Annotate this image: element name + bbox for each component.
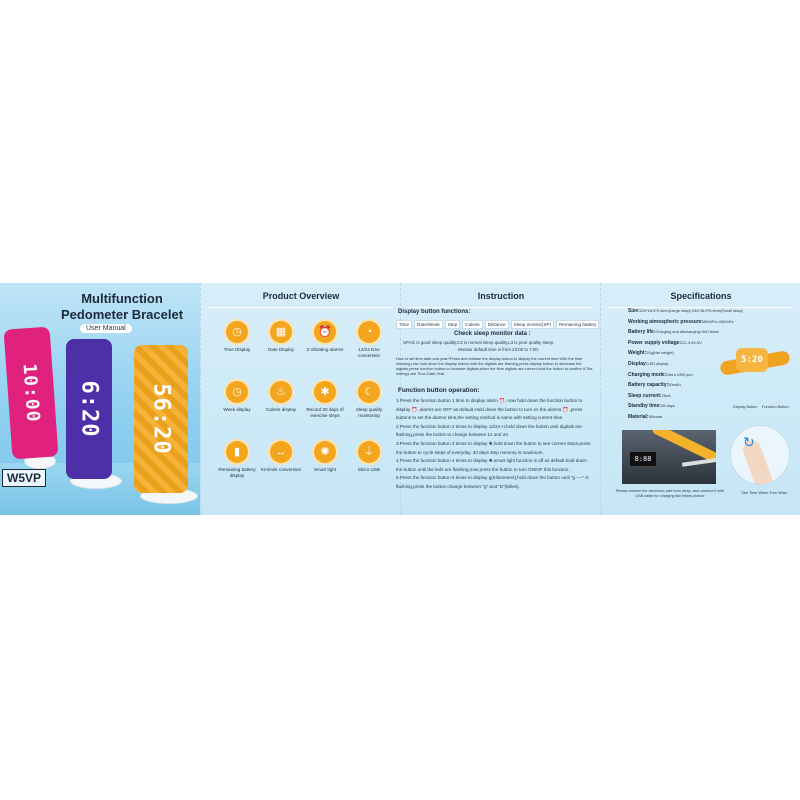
display-function-chip: Calorie [462,320,483,329]
spec-value: DC-4.5V-5V [681,339,702,345]
feature-label: Km/mile conversion [260,467,302,472]
feature-item [347,381,391,441]
spec-value: 224*16.5*9.4mm(Large strap) 244*16.5*9.4mm(Small strap) [639,308,744,313]
feature-label: Time Display [223,347,251,352]
distance-icon: ↔ [270,441,292,463]
sleep-heading: Check sleep monitor data : [454,331,531,337]
feature-item [303,381,347,441]
feature-label: 12/24 time conversion [357,347,381,358]
feature-item [259,441,303,501]
spec-label: Battery capacity: [628,382,669,389]
spec-value: LED display [647,360,669,366]
spec-value: 20g(Net weight) [646,350,674,356]
spec-value: 860hPa-1060hPa [703,318,734,324]
feature-item [215,321,259,381]
spec-label: Battery life: [628,329,656,336]
specifications-title: Specifications [601,291,800,308]
cover-title [52,291,192,323]
display-functions-heading: Display button functions: [398,309,471,315]
overview-title: Product Overview [201,291,401,308]
spec-label: Power supply voltage: [628,339,682,346]
feature-grid [215,321,391,501]
model-number: W5VP [2,469,46,487]
sleep-line-2: Monitor default time is from 23:00 to 7:00. [458,347,540,352]
wristband-screen: 56:20 [148,383,174,455]
alarm-clock-icon: ⏰ [314,321,336,343]
spec-label: Display: [628,360,648,367]
feature-item [347,441,391,501]
spec-row [628,327,798,338]
feature-label: Date Display [267,347,295,352]
feature-label: Micro USB [358,467,380,472]
sleep-line-1: SP.H1 is good sleep quality,C2 is normal sleep quality,L3 is poor quality sleep. [403,340,555,345]
display-function-chip: Date/Week [414,320,443,329]
charging-photo [622,430,716,484]
feature-label: 3 Vibrating alarms [306,347,344,352]
feature-item [259,321,303,381]
spec-row [628,391,798,402]
wristband-illustration [720,340,790,384]
feature-label: Record 30 days of exercise steps [306,407,344,418]
display-function-chip: Time [396,320,412,329]
week-icon: ◷ [226,381,248,403]
feature-item [215,441,259,501]
spec-value: Silicone [648,413,663,419]
display-function-chip: Remaining battery [556,320,599,329]
display-function-chip: Sleep monitor(SP) [511,320,555,329]
calendar-icon: ▦ [270,321,292,343]
moon-icon: ☾ [358,381,380,403]
steps-icon: ✱ [314,381,336,403]
feature-label: Calorie display [265,407,297,412]
spec-row [628,317,798,328]
charging-caption: Please remove the electronic part from strap, and connect it with USB cable for charging like below picture [615,489,725,498]
feature-item [303,441,347,501]
rotate-arrow-icon: ↻ [743,434,755,450]
wristband-face: 5:20 [736,348,768,372]
usb-icon: ⏚ [358,441,380,463]
feature-item [303,321,347,381]
function-step: 2.Press the function button 2 times to display 12/24 H,hold down the button until digitals are flashing,press the button to change between 12 and 24. [396,423,582,438]
function-step: 3.Press the function button 3 times to display ✱,hold down the button to see current steps,press the button to cycle steps of everyday, 30 days step memory is maximum. [396,440,591,455]
feature-item [347,321,391,381]
feature-label: Smart light [314,467,336,472]
spec-label: Material: [628,413,649,420]
spec-label: Working atmospheric pressure: [628,318,704,325]
spec-row [628,412,798,423]
instruction-title: Instruction [401,291,601,308]
user-manual-badge: User Manual [80,324,132,333]
charging-display: 8:88 [630,452,656,466]
function-step: 1.Press the function button 1 time to display alarm ⏰, now hold down the function button to display ⏰ ,alarms are OFF as default.Hold down the button to turn on the alarms ⏰ ,press buttons to set the alarms time,the setting method is same with setting current time. [396,398,583,421]
time-setup-instructions: How to set time,date and year?Press and release the display button to display the current time.With the time showing,now hold down the display button until the digitals are flashing,press display button to decrease the digitals,press function button to increase digitals,when the time digitals are correct,hold the button to confirm it.The settings are Time-Date-Year. [396,356,593,376]
wristband-screen: 10:00 [18,362,44,424]
cover-panel [0,283,200,515]
spec-value: 25uA [661,392,671,398]
spec-label: Sleep current: [628,392,662,399]
turn-wrist-illustration [730,425,790,485]
cover-title-line1: Multifunction [81,291,163,306]
display-functions-chips [396,320,599,329]
wristband-screen: 6:20 [76,380,102,438]
time-conversion-icon: ◔ [358,321,380,343]
function-button-label: Function Button [762,405,789,409]
function-step: 5.Press the function button 5 times to display g(Kilometers),hold down the button until "g ----" is flashing,press the button change between "g" and "E"(Miles). [396,475,589,489]
spec-label: Size: [628,308,640,314]
yellow-wristband [134,345,188,493]
purple-wristband [66,339,112,479]
spec-value: Micro USB port [666,371,693,377]
turn-wrist-caption: See Time When Turn Wrist [741,491,787,495]
cover-title-line2: Pedometer Bracelet [60,307,184,322]
feature-item [259,381,303,441]
display-button-label: Display Button [733,405,758,409]
pink-wristband [4,327,59,460]
product-overview-panel [200,283,400,515]
function-step: 4.Press the function button 4 times to display ✺,smart light function is off as default,hold down the button until the leds are flashing,now press the button to turn ON/OF this function. [396,458,587,472]
spec-label: Weight: [628,350,647,357]
yellow-strap [651,430,716,463]
spec-value: 50mAh [668,382,681,388]
feature-label: Remaining battery display [218,467,256,478]
function-steps [396,397,594,492]
display-function-chip: Distance [485,320,509,329]
feature-label: Week display [223,407,251,412]
feature-item [215,381,259,441]
light-icon: ✺ [314,441,336,463]
calorie-icon: ♨ [270,381,292,403]
spec-label: Standby time: [628,403,662,410]
spec-value: Charging and discharging>300 times [655,329,719,335]
usb-cable [682,457,716,467]
spec-row [628,306,798,317]
battery-icon: ▮ [226,441,248,463]
spec-value: 45 days [661,403,675,409]
spec-label: Charging mode: [628,371,667,378]
function-heading: Function button operation: [398,387,480,394]
display-function-chip: Step [445,320,460,329]
clock-icon: ◷ [226,321,248,343]
feature-label: Sleep quality monitoring [355,407,383,418]
